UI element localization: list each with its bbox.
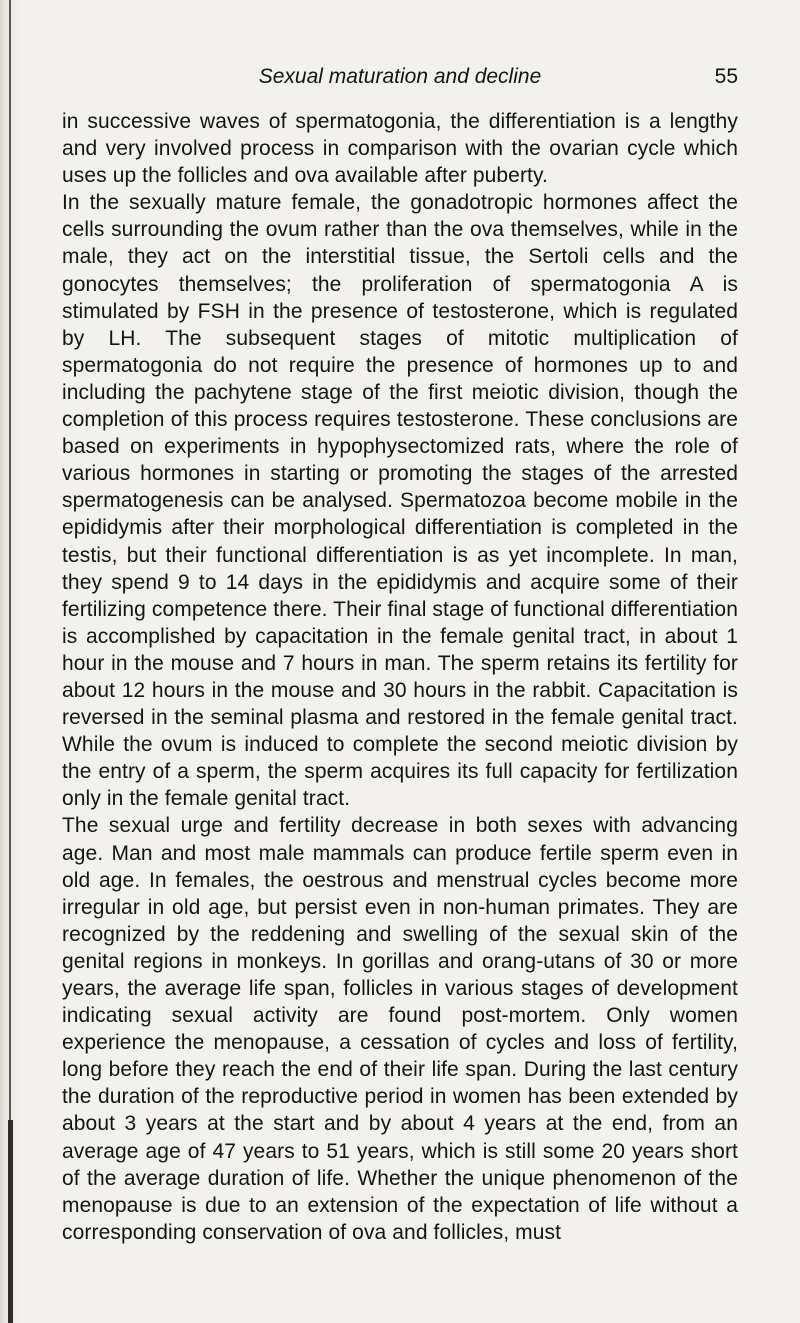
paragraph: In the sexually mature female, the gonadotropic hormones affect the cells surrounding the ovum rather than the ova themselves, while in the male, they act on the interstitial tissue, the Sertoli cells and the gonocytes themselves; the proliferation of spermatogonia A is stimulated by FSH in the presence of testosterone, which is regulated by LH. The subsequent stages of mitotic multiplication of spermatogonia do not require the presence of hormones up to and including the pachytene stage of the first meiotic division, though the completion of this process requires testosterone. These conclusions are based on experiments in hypophysectomized rats, where the role of various hormones in starting or promoting the stages of the arrested spermatogenesis can be analysed. Spermatozoa become mobile in the epididymis after their morphological differentiation is completed in the testis, but their functional differentiation is as yet incomplete. In man, they spend 9 to 14 days in the epididymis and acquire some of their fertilizing competence there. Their final stage of functional differentiation is accomplished by capacitation in the female genital tract, in about 1 hour in the mouse and 7 hours in man. The sperm retains its fertility for about 12 hours in the mouse and 30 hours in the rabbit. Capacitation is reversed in the seminal plasma and restored in the female genital tract. While the ovum is induced to complete the second meiotic division by the entry of a sperm, the sperm acquires its full capacity for fertilization only in the female genital tract.	[62, 191, 738, 811]
page-number: 55	[714, 65, 738, 88]
body-text	[62, 108, 738, 1246]
running-title: Sexual maturation and decline	[258, 65, 542, 88]
paragraph: The sexual urge and fertility decrease in both sexes with advancing age. Man and most male mammals can produce fertile sperm even in old age. In females, the oestrous and menstrual cycles become more irregular in old age, but persist even in non-human primates. They are recognized by the reddening and swelling of the sexual skin of the genital regions in monkeys. In gorillas and orang-utans of 30 or more years, the average life span, follicles in various stages of development indicating sexual activity are found post-mortem. Only women experience the menopause, a cessation of cycles and loss of fertility, long before they reach the end of their life span. During the last century the duration of the reproductive period in women has been extended by about 3 years at the start and by about 4 years at the end, from an average age of 47 years to 51 years, which is still some 20 years short of the average duration of life. Whether the unique phenomenon of the menopause is due to an extension of the expectation of life without a corresponding conservation of ova and follicles, must	[62, 814, 738, 1244]
binding-rule-heavy	[8, 1120, 13, 1323]
page-header	[62, 62, 738, 98]
paragraph-continued: in successive waves of spermatogonia, the differentiation is a lengthy and very involved process in comparison with the ovarian cycle which uses up the follicles and ova available after puberty.	[62, 110, 738, 188]
